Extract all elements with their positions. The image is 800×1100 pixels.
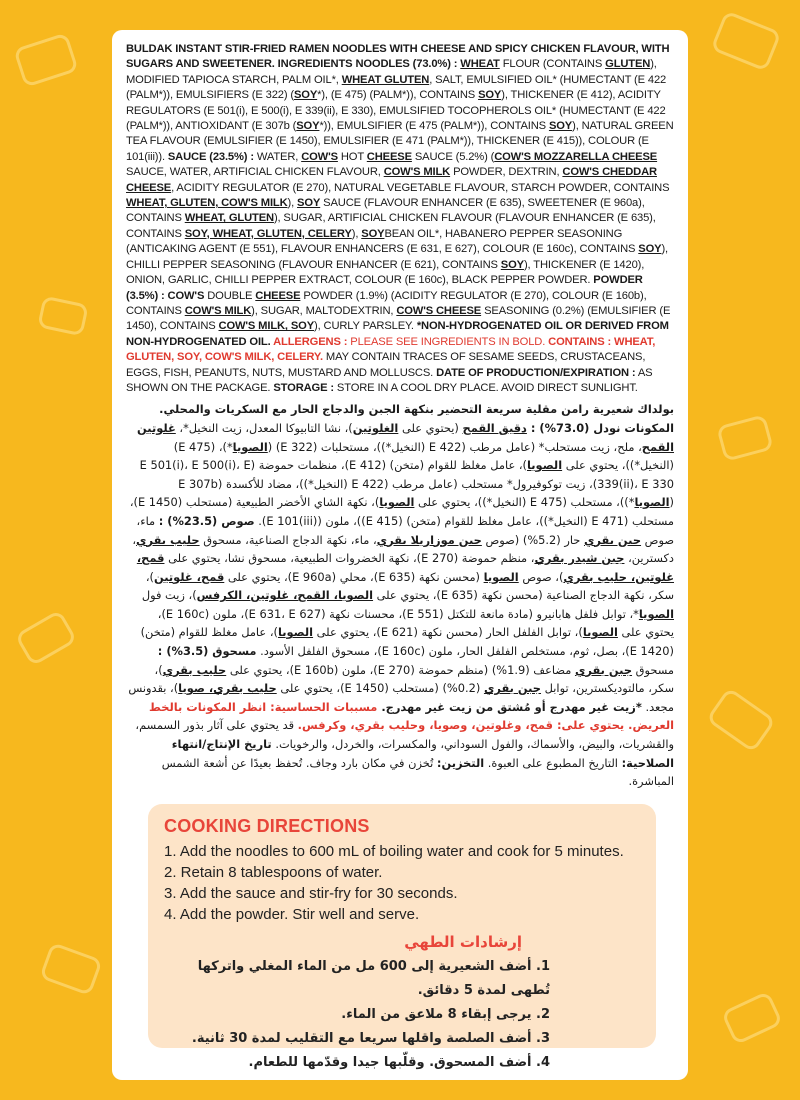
text: (0.2%) (مستحلب (E 1450)، يحتوي على [276,681,484,696]
cooking-directions-title: COOKING DIRECTIONS [164,816,370,836]
allergen: SOY [296,120,320,133]
allergen: CHEESE [366,150,412,163]
text: )، نشا التابيوكا المعدل، زيت النخيل*، [175,420,353,435]
cooking-step: 3. Add the sauce and stir-fry for 30 seconds. [164,885,458,902]
text: SEASONING (0.2%) (EMULSIFIER (E 1450), CONTAINS [126,304,671,333]
product-title-and-noodles-heading: BULDAK INSTANT STIR-FRIED RAMEN NOODLES WITH CHEESE AND SPICY CHICKEN FLAVOUR, WITH SUGARS AND SWEETENER. INGREDIENTS NOODLES (73.0%) : [126,43,670,71]
text: BEAN OIL*, HABANERO PEPPER SEASONING (ANTICAKING AGENT (E 551), FLAVOUR ENHANCERS (E 631, E 627), COLOUR (E 160c), CONTAINS [126,227,639,256]
allergen: COW'S MILK [383,166,451,179]
cooking-directions-title-ar: إرشادات الطهي [404,933,522,951]
text: POWDER, DEXTRIN, [450,166,563,179]
background-decoration [710,10,781,71]
allergen: حليب بقري [136,532,200,547]
background-decoration [14,609,77,666]
text: *)، (E 475) (النخيل*))، يحتوي على [173,439,674,473]
allergen: COW'S MILK, SOY [218,320,315,333]
allergen: SOY [548,120,573,133]
allergen: جبن موزاريلا بقري [376,532,482,547]
allergen: جبن بقري [574,662,633,677]
background-decoration [706,687,776,753]
background-decoration [37,296,89,337]
text: )، زيت فول [141,588,197,603]
background-decoration [716,414,774,462]
text: WATER, [253,150,302,163]
text: )، بقدونس مجعد. [128,681,674,714]
ar-oil-note: *زيت غير مهدرج أو مُشتق من زيت غير مهدرج. [381,699,642,714]
text: HOT [337,150,367,163]
text: ), [287,197,298,210]
ar-allergens-heading: مسببات الحساسية: [266,699,382,714]
date-heading: DATE OF PRODUCTION/EXPIRATION : [436,366,636,379]
allergen: حليب بقري، صويا [178,681,277,696]
cooking-step-ar: 2. يرجى إبقاء 8 ملاعق من الماء. [341,1007,550,1022]
text: SAUCE (FLAVOUR ENHANCER (E 635), SWEETENER (E 960a), CONTAINS [126,197,645,225]
text: ), CHILLI PEPPER SEASONING (FLAVOUR ENHANCER (E 621), CONTAINS [126,243,669,271]
allergen: الصويا، القمح، غلوتين، الكرفس [196,588,374,603]
allergen: غلوتين القمح [137,420,674,454]
text: *)), EMULSIFIER (E 475 (PALM*)), CONTAINS [319,120,549,133]
text: *))، مستحلب (E 475 (النخيل*))، يحتوي على [414,495,635,510]
allergens-note: PLEASE SEE INGREDIENTS IN BOLD. [350,335,546,348]
cooking-steps-en [164,841,640,925]
text: , SALT, EMULSIFIED OIL* (HUMECTANT (E 422 (PALM*)), EMULSIFIERS (E 322) ( [126,73,667,102]
allergen: قمح، غلوتين، حليب بقري [136,551,674,584]
text: )، عامل مغلظ للقوام (متخن) (E 412)، منظمات حموضة (E 501(i)، E 500(i)، E 339(ii)، E 330)، زيت توكوفيرول* مستحلب (عامل مرطب (E 422 (النخيل*))، مضاد للأكسدة (E 307b ( [139,458,674,510]
sauce-heading: SAUCE (23.5%) : [167,150,254,163]
english-ingredients [126,42,674,396]
ar-sauce-heading: صوص (23.5%) : [158,513,255,528]
cooking-step: 2. Retain 8 tablespoons of water. [164,864,383,881]
ar-storage-heading: التخزين: [436,755,485,770]
text: )، صوص [518,569,564,584]
allergen: جبن شيدر بقري [534,551,625,566]
traces-note: MAY CONTAIN TRACES OF SESAME SEEDS, CRUSTACEANS, EGGS, FISH, PEANUTS, NUTS, MUSTARD AND MOLLUSCS. [126,351,646,379]
allergen: قمح، غلوتين [153,569,225,584]
ar-allergens-contains: يحتوي على: قمح، وغلوتين، وصويا، وحليب بقري، وكرفس. [297,718,629,733]
cooking-step: 1. Add the noodles to 600 mL of boiling water and cook for 5 minutes. [164,843,624,860]
text: )، سكر، مالتوديكسترين، توابل [154,662,674,696]
text: *), (E 475) (PALM*)), CONTAINS [317,89,479,102]
text: تُخزن في مكان بارد وجاف. تُحفظ بعيدًا عن أشعة الشمس المباشرة. [161,755,674,789]
allergen: جبن بقري [583,532,642,547]
text: )، توابل الفلفل الحار (محسن نكهة (E 621)، يحتوي على [313,625,583,640]
allergen: دقيق القمح [462,420,527,435]
text: ), SUGAR, ARTIFICIAL CHICKEN FLAVOUR (FLAVOUR ENHANCER (E 635), CONTAINS [126,212,656,240]
allergen: الغلوتين [352,420,399,435]
cooking-step-ar: 3. أضف الصلصة واقلها سريعا مع التقليب لمدة 30 ثانية. [191,1031,550,1046]
allergen: SOY [361,227,385,240]
storage-heading: STORAGE : [273,381,334,394]
allergen: COW'S CHEESE [396,304,482,317]
allergen: SOY [638,243,662,256]
allergen: الصويا [582,625,618,640]
arabic-ingredients [126,400,674,790]
text: ), SUGAR, MALTODEXTRIN, [251,304,397,317]
allergen: CHEESE [255,289,301,302]
background-decoration [39,942,103,996]
text: التاريخ المطبوع على العبوة. [484,755,622,770]
background-decoration [721,991,783,1046]
ar-traces-note: قد يحتوي على آثار بذور السمسم، والقشريات، والبيض، والأسماك، والفول السوداني، والمكسرات، والخردل، والرخويات. [135,718,674,752]
allergen: الصويا [638,606,674,621]
text: )، عامل مغلظ للقوام (متخن) (E 1420)، بصل، ثوم، مستخلص الفلفل الحار، ملون (E 160c)، مسحوق الفلفل الأسود. [140,625,674,659]
text: (محسن نكهة (E 635)، محلي (E 960a)، يحتوي على [224,569,484,584]
allergen: SOY [500,258,524,271]
allergen: الصويا [634,495,670,510]
cooking-directions-panel [148,804,656,1070]
allergen: WHEAT [460,58,500,71]
text: ، ماء، نكهة الدجاج الصناعية، مسحوق [199,532,377,547]
allergen: الصويا [527,458,563,473]
allergen: حليب بقري [162,662,227,677]
ar-allergens-note: انظر المكونات بالخط العريض. [149,699,674,733]
text: حار (5.2%) (صوص [481,532,584,547]
cooking-steps-ar [164,955,640,1075]
text: , ACIDITY REGULATOR (E 270), NATURAL VEGETABLE FLAVOUR, STARCH POWDER, CONTAINS [171,181,670,194]
text: DOUBLE [204,289,256,302]
background-decoration [13,32,79,87]
text: مسحوق [632,662,674,677]
text: ، منظم حموضة (E 270)، نكهة الخضروات الطبيعية، مسحوق نشا، يحتوي على [164,551,535,566]
ar-product-title: بولداك شعيرية رامن مقلية سريعة التحضير بنكهة الجبن والدجاج الحار مع السكريات والمحلي. المكونات نودل (73.0%) : [159,402,674,435]
text: (يحتوي على [398,420,463,435]
cooking-step-ar: 4. أضف المسحوق. وقلّبها جيدا وقدّمها للطعام. [248,1055,550,1070]
allergen: COW'S MOZZARELLA CHEESE [494,150,658,163]
text: ), THICKENER (E 412), ACIDITY REGULATORS (E 501(i), E 500(i), E 339(ii), E 330), EMULSIFIED TOCOPHEROLS OIL* (HUMECTANT (E 422 (PALM*)), ANTIOXIDANT (E 307b ( [126,89,666,133]
text: ), CURLY PARSLEY. [314,320,417,333]
text: *، توابل فلفل هابانيرو (مادة مانعة للتكتل (E 551)، محسنات نكهة (E 631، E 627)، ملون (E 160c)، يحتوي على [157,606,674,640]
allergen: SOY [293,89,318,102]
allergens-contains: CONTAINS : WHEAT, GLUTEN, SOY, COW'S MILK, CELERY. [126,335,656,364]
allergen: COW'S [301,150,338,163]
text: SAUCE, WATER, ARTIFICIAL CHICKEN FLAVOUR, [126,166,384,179]
allergen: WHEAT, GLUTEN, COW'S MILK [126,197,288,210]
text: )، سكر، نكهة الدجاج الصناعية (محسن نكهة (E 635)، يحتوي على [145,569,674,603]
text: FLOUR (CONTAINS [499,58,606,71]
allergen: WHEAT GLUTEN [341,73,430,86]
allergen: الصويا [277,625,314,640]
allergen: WHEAT, GLUTEN [184,212,274,225]
cooking-step: 4. Add the powder. Stir well and serve. [164,906,420,923]
text: ), THICKENER (E 1420), ONION, GARLIC, CHILLI PEPPER EXTRACT, COLOUR (E 160c), BLACK PEPPER POWDER. [126,258,645,287]
ar-powder-heading: مسحوق (3.5%) : [157,644,257,659]
text: SAUCE (5.2%) ( [411,150,495,163]
ar-date-heading: تاريخ الإنتاج/انتهاء الصلاحية: [171,737,674,770]
text: ), [351,227,362,240]
text: STORE IN A COOL DRY PLACE. AVOID DIRECT SUNLIGHT. [333,381,638,394]
cooking-step-ar: 1. أضف الشعيرية إلى 600 مل من الماء المغلي واتركها تُطهى لمدة 5 دقائق. [197,959,550,998]
text: POWDER (1.9%) (ACIDITY REGULATOR (E 270), COLOUR (E 160b), CONTAINS [126,289,647,317]
allergen: الصويا [232,439,268,454]
text: ), NATURAL GREEN TEA FLAVOUR (EMULSIFIER (E 1450), EMULSIFIER (E 471 (PALM*)), THICKENER (E 415)), COLOUR (E 101(iii)). [126,120,674,163]
allergen: الصويا [483,569,519,584]
allergen: COW'S MILK [184,304,252,317]
text: ، ملح، زيت مستحلب* (عامل مرطب (E 422 (النخيل*))، مستحلبات (E 322) ( [267,439,642,454]
oil-note: *NON-HYDROGENATED OIL OR DERIVED FROM NON-HYDROGENATED OIL. [126,320,669,348]
text: مضاعف (1.9%) (منظم حموضة (E 270)، ملون (E 160b)، يحتوي على [226,662,575,677]
allergen: GLUTEN [605,58,651,71]
allergen: SOY [297,197,321,210]
allergen: جبن بقري [483,681,542,696]
allergen: SOY [478,89,502,102]
allergen: COW'S CHEDDAR CHEESE [126,166,657,194]
text: )، نكهة الشاي الأخضر الطبيعية (مستحلب (E 1450)، مستحلب (E 471 (النخيل*))، عامل مغلظ للقوام (متخن) (E 415))، ملون (E 101(iii)). [129,495,674,528]
label-card [112,30,688,1080]
text: ), MODIFIED TAPIOCA STARCH, PALM OIL*, [126,58,657,86]
text: ماء، صوص [136,513,674,547]
text: ، دكسترين، [132,532,674,566]
allergen: SOY, WHEAT, GLUTEN, CELERY [184,227,352,240]
allergens-heading: ALLERGENS : [270,335,351,348]
allergen: الصويا [379,495,415,510]
text: AS SHOWN ON THE PACKAGE. [126,366,653,394]
powder-heading: POWDER (3.5%) : COW'S [126,274,643,302]
